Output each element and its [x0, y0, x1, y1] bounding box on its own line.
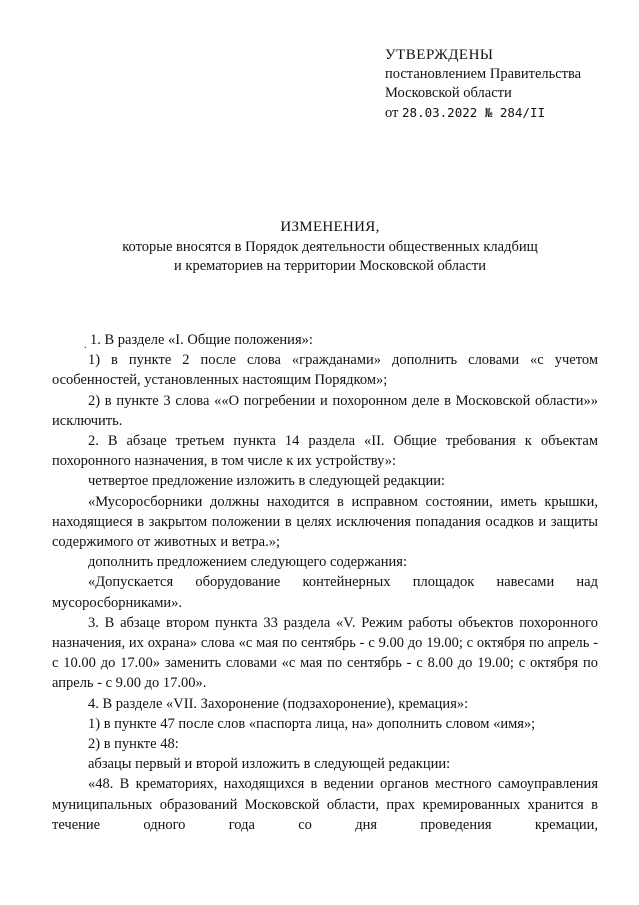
paragraph: абзацы первый и второй изложить в следующей редакции: — [88, 756, 451, 773]
paragraph: 2) в пункте 3 слова ««О погребении и похоронном деле в Московской области»» исключить. — [52, 392, 598, 429]
paragraph: «Допускается оборудование контейнерных площадок навесами над мусоросборниками». — [52, 574, 598, 611]
paragraph: 1) в пункте 47 после слов «паспорта лица, на» дополнить словом «имя»; — [88, 715, 536, 732]
approval-heading: УТВЕРЖДЕНЫ — [385, 47, 494, 63]
paragraph: 1) в пункте 2 после слова «гражданами» дополнить словами «с учетом особенностей, установленных настоящим Порядком»; — [52, 352, 598, 389]
document-title: ИЗМЕНЕНИЯ, — [280, 219, 380, 235]
paragraph: 3. В абзаце втором пункта 33 раздела «V. Режим работы объектов похоронного назначения, их охрана» слова «с мая по сентябрь - с 9.00 до 19.00; с октября по апрель - с 10.00 до 17.00» заменить словами «с мая по сентябрь - с 8.00 до 19.00; с октября по апрель - с 9.00 до 17.00». — [52, 614, 598, 692]
paragraph: 4. В разделе «VII. Захоронение (подзахоронение), кремация»: — [88, 695, 469, 712]
approval-line-2: Московской области — [385, 85, 512, 101]
document-subtitle-line-2: и крематориев на территории Московской области — [174, 258, 486, 274]
document-title-block — [60, 218, 600, 277]
document-subtitle-line-1: которые вносятся в Порядок деятельности общественных кладбищ — [122, 238, 538, 255]
paragraph: «Мусоросборники должны находится в исправном состоянии, иметь крышки, находящиеся в закрытом положении в целях исключения попадания осадков и защиты содержимого от животных и ветра.»; — [52, 493, 598, 551]
paragraph: «48. В крематориях, находящихся в ведении органов местного самоуправления муниципальных образований Московской области, прах кремированных хранится в течение одного года со дня проведения кремации, — [52, 776, 598, 833]
approval-block — [385, 46, 581, 123]
paragraph: 2) в пункте 48: — [88, 736, 179, 753]
paragraph: дополнить предложением следующего содержания: — [88, 554, 407, 571]
paragraph: 1. В разделе «I. Общие положения»: — [90, 332, 313, 348]
paragraph: 2. В абзаце третьем пункта 14 раздела «II. Общие требования к объектам похоронного назначения, в том числе к их устройству»: — [52, 433, 598, 470]
approval-date — [385, 103, 581, 123]
pen-mark: . — [84, 340, 87, 351]
approval-line-1: постановлением Правительства — [385, 66, 582, 82]
approval-date-prefix: от — [385, 105, 399, 121]
document-body — [52, 330, 598, 835]
approval-date-value: 28.03.2022 № 284/II — [402, 105, 546, 120]
paragraph: четвертое предложение изложить в следующей редакции: — [88, 473, 446, 490]
